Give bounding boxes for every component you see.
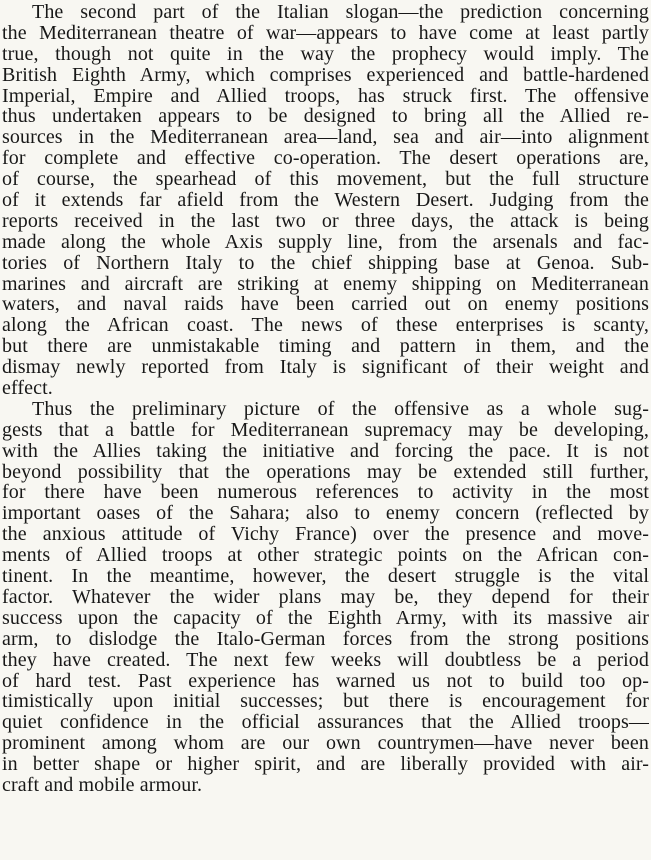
text-line: the Mediterranean theatre of war—appears to have come at least partly (2, 21, 649, 44)
text-line: ments of Allied troops at other strategic points on the African con- (2, 544, 649, 567)
text-line: sources in the Mediterranean area—land, sea and air—into alignment (2, 126, 649, 149)
text-line: Imperial, Empire and Allied troops, has struck first. The offensive (2, 84, 649, 107)
text-line: made along the whole Axis supply line, from the arsenals and fac- (2, 230, 649, 253)
text-line: true, though not quite in the way the prophecy would imply. The (2, 42, 649, 65)
paragraph-1 (0, 2, 651, 399)
text-line: prominent among whom are our own countrymen—have never been (2, 732, 649, 755)
text-line: The second part of the Italian slogan—the prediction concerning (32, 1, 649, 23)
text-line: for complete and effective co-operation. The desert operations are, (2, 147, 649, 170)
text-line: along the African coast. The news of these enterprises is scanty, (2, 314, 649, 337)
text-line: arm, to dislodge the Italo-German forces from the strong positions (2, 627, 649, 650)
text-line: for there have been numerous references to activity in the most (2, 481, 649, 504)
paragraph-2 (0, 399, 651, 796)
text-line: beyond possibility that the operations may be extended still further, (2, 460, 649, 483)
text-line: of it extends far afield from the Western Desert. Judging from the (2, 189, 649, 212)
text-line: with the Allies taking the initiative and forcing the pace. It is not (2, 439, 649, 462)
text-line: dismay newly reported from Italy is significant of their weight and (2, 356, 649, 379)
text-line: but there are unmistakable timing and pattern in them, and the (2, 335, 649, 358)
text-line: important oases of the Sahara; also to enemy concern (reflected by (2, 502, 649, 525)
text-line: effect. (2, 377, 53, 400)
text-line: timistically upon initial successes; but there is encouragement for (2, 690, 649, 713)
text-line: British Eighth Army, which comprises experienced and battle-hardened (2, 63, 649, 86)
text-line: of course, the spearhead of this movement, but the full structure (2, 168, 649, 191)
text-line: the anxious attitude of Vichy France) over the presence and move- (2, 523, 649, 546)
text-line: in better shape or higher spirit, and are liberally provided with air- (2, 753, 649, 776)
text-line: gests that a battle for Mediterranean supremacy may be developing, (2, 418, 649, 441)
text-line: they have created. The next few weeks will doubtless be a period (2, 648, 649, 671)
text-line: success upon the capacity of the Eighth Army, with its massive air (2, 606, 649, 629)
text-line: tinent. In the meantime, however, the desert struggle is the vital (2, 565, 649, 588)
text-line: factor. Whatever the wider plans may be, they depend for their (2, 585, 649, 608)
text-line: craft and mobile armour. (2, 773, 203, 796)
text-line: tories of Northern Italy to the chief shipping base at Genoa. Sub- (2, 251, 649, 274)
text-line: thus undertaken appears to be designed to bring all the Allied re- (2, 105, 649, 128)
text-line: quiet confidence in the official assurances that the Allied troops— (2, 711, 649, 734)
text-line: reports received in the last two or three days, the attack is being (2, 209, 649, 232)
text-line: waters, and naval raids have been carried out on enemy positions (2, 293, 649, 316)
text-line: of hard test. Past experience has warned us not to build too op- (2, 669, 649, 692)
text-line: Thus the preliminary picture of the offensive as a whole sug- (32, 397, 649, 420)
text-line: marines and aircraft are striking at enemy shipping on Mediterranean (2, 272, 649, 295)
